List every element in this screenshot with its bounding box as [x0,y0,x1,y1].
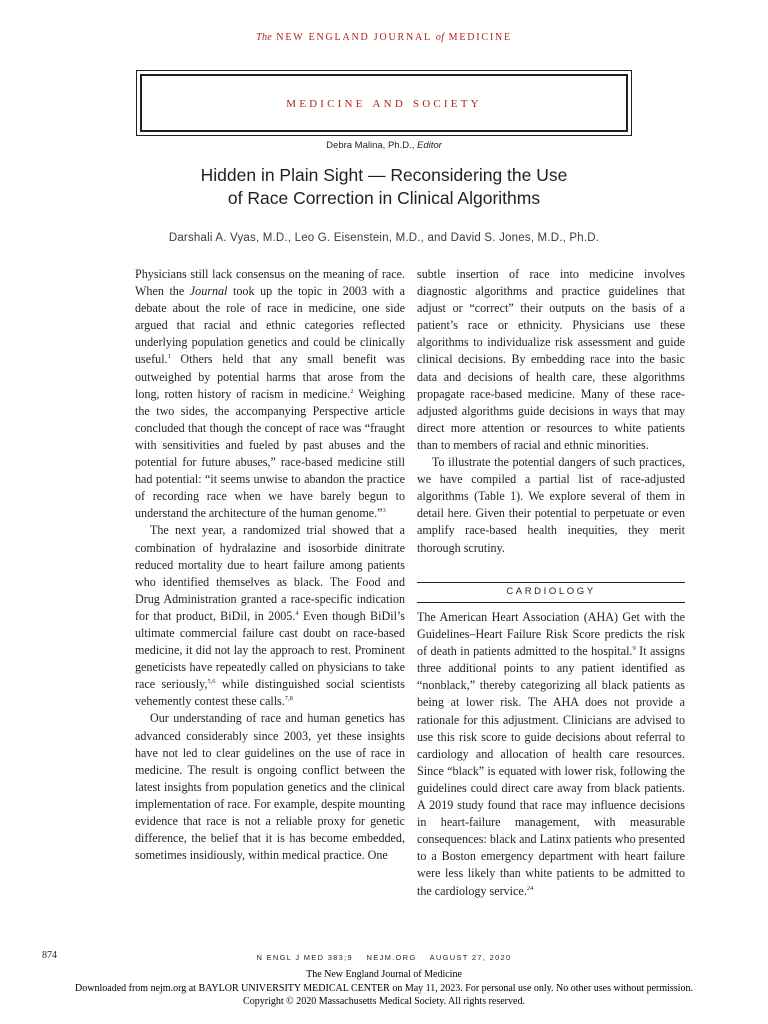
citation-ref[interactable]: 7,8 [284,695,293,703]
article-title [0,164,768,210]
journal-reference: Journal [189,284,228,299]
section-divider [417,602,685,603]
author-list: Darshali A. Vyas, M.D., Leo G. Eisenstein, M.D., and David S. Jones, M.D., Ph.D. [168,232,600,244]
section-title: medicine and society [286,95,482,111]
citation-ref[interactable]: 2 [350,387,354,395]
citation-ref[interactable]: 4 [295,609,299,617]
journal-name-part: NEW ENGLAND JOURNAL [276,32,432,43]
journal-prefix: The [256,32,272,43]
page-number: 874 [42,950,57,961]
section-banner [136,70,632,136]
editor-role: Editor [417,140,442,151]
journal-citation: N ENGL J MED 383;9 NEJM.ORG AUGUST 27, 2020 [256,953,512,962]
download-notice-copyright: Copyright © 2020 Massachusetts Medical Society. All rights reserved. [243,996,525,1007]
paragraph: To illustrate the potential dangers of such practices, we have compiled a partial list of race-adjusted algorithms (Table 1). We explore several of them in detail here. Given their potential to perpetuate or even amplify race-based health inequities, they merit thorough scrutiny. [417,455,685,555]
citation-ref[interactable]: 24 [526,884,534,892]
citation-ref[interactable]: 9 [632,645,636,653]
journal-masthead [0,32,768,43]
body-column-right [417,266,685,557]
journal-of: of [435,32,445,43]
citation-ref[interactable]: 3 [382,507,386,515]
paragraph: Physicians still lack consensus on the meaning of race. When the Journal took up the topic in 2003 with a debate about the role of race in medicine, one side argued that racial and ethnic categories reflected underlying population genetics and could be clinically useful.$^1$ Others held that any small benefit was outweighed by potential harms that arose from the long, rotten history of racism in medicine.$^2$ Weighing the two sides, the accompanying Perspective article concluded that though the concept of race was “fraught with sensitivities and fueled by past abuses and the potential for future abuses,” race-based medicine still had potential: “it seems unwise to abandon the practice of recording race when we have barely begun to understand the architecture of the human genome.”$^3$ [135,267,405,521]
citation-ref[interactable]: 1 [167,353,171,361]
download-notice-journal: The New England Journal of Medicine [306,969,462,980]
editor-credit [0,140,768,151]
paragraph: Our understanding of race and human genetics has advanced considerably since 2003, yet these insights have not led to clear guidelines on the use of race in medicine. The result is ongoing conflict between the latest insights from population genetics and the clinical implementation of race. For example, despite mounting evidence that race is not a reliable proxy for genetic difference, the belief that it is has become embedded, sometimes insidiously, within medical practice. One [135,711,405,863]
citation-ref[interactable]: 5,6 [207,678,216,686]
download-notice [0,968,768,1009]
cardiology-heading: CARDIOLOGY [506,586,596,597]
body-column-right-cardiology [417,609,685,900]
section-divider [417,582,685,583]
article-title-line1: Hidden in Plain Sight — Reconsidering the Use [200,165,568,185]
article-title-line2: of Race Correction in Clinical Algorithms [227,188,541,208]
editor-name: Debra Malina, Ph.D., [326,140,415,151]
body-column-left [135,266,405,864]
download-notice-source: Downloaded from nejm.org at BAYLOR UNIVERSITY MEDICAL CENTER on May 11, 2023. For personal use only. No other uses without permission. [75,982,693,994]
paragraph: The next year, a randomized trial showed that a combination of hydralazine and isosorbide dinitrate reduced mortality due to heart failure among patients who identified themselves as black. The Food and Drug Administration granted a race-specific indication for that product, BiDil, in 2005.$^4$ Even though BiDil’s ultimate commercial failure cast doubt on race-based medicine, it did not lay the approach to rest. Prominent geneticists have repeatedly called on physicians to take race seriously,$^{5,6}$ while distinguished social scientists vehemently contest these calls.$^{7,8}$ [135,523,405,709]
journal-name-end: MEDICINE [448,32,512,43]
paragraph: subtle insertion of race into medicine involves diagnostic algorithms and practice guidelines that adjust or “correct” their outputs on the basis of a patient’s race or ethnicity. Physicians use these algorithms to individualize risk assessment and guide clinical decisions. By embedding race into the basic data and decisions of health care, these algorithms propagate race-based medicine. Many of these race-adjusted algorithms guide decisions in ways that may direct more attention or resources to white patients than to members of racial and ethnic minorities. [417,267,685,452]
paragraph: The American Heart Association (AHA) Get with the Guidelines–Heart Failure Risk Score predicts the risk of death in patients admitted to the hospital.$^9$ It assigns three additional points to any patient identified as “nonblack,” thereby categorizing all black patients as being at lower risk. The AHA does not provide a rationale for this adjustment. Clinicians are advised to use this risk score to guide decisions about referral to cardiology and allocation of health care resources. Since “black” is equated with lower risk, following the guidelines could direct care away from black patients. A 2019 study found that race may influence decisions in heart-failure management, with measurable consequences: black and Latinx patients who presented to a Boston emergency department with heart failure were less likely than white patients to be admitted to the cardiology service.$^{24}$ [417,610,685,898]
